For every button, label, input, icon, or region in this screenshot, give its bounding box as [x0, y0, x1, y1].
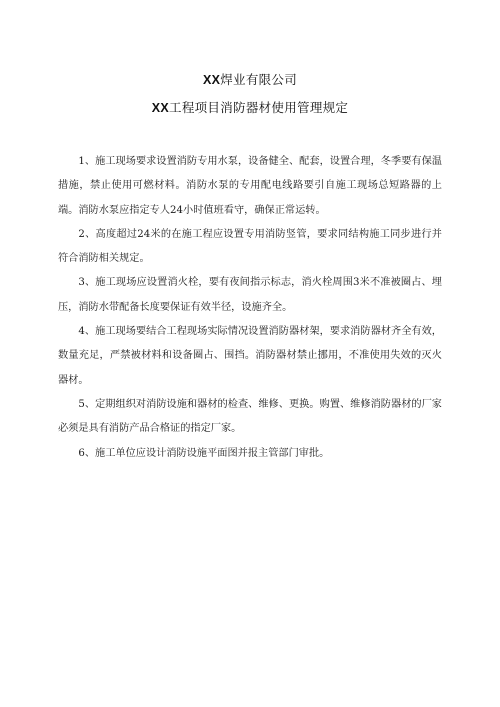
paragraph-5: 5、定期组织对消防设施和器材的检查、维修、更换。购置、维修消防器材的厂家必须是具有消防产品合格证的指定厂家。: [58, 398, 442, 435]
regulation-title-prefix: XX: [151, 101, 170, 115]
paragraph-4: 4、施工现场要结合工程现场实际情况设置消防器材架，要求消防器材齐全有效，数量充足，严禁被材料和设备圈占、围挡。消防器材禁止挪用，不准使用失效的灭火器材。: [58, 326, 442, 386]
paragraph-2: 2、高度超过24米的在施工程应设置专用消防竖管，要求同结构施工同步进行并符合消防相关规定。: [58, 228, 442, 265]
paragraph-3: 3、施工现场应设置消火栓，要有夜间指示标志，消火栓周围3米不准被圈占、埋压，消防水带配备长度要保证有效半径，设施齐全。: [58, 277, 442, 313]
regulation-body: [58, 150, 442, 466]
paragraph-6: 6、施工单位应设计消防设施平面图并报主管部门审批。: [78, 447, 330, 459]
company-name: [0, 70, 500, 88]
company-name-prefix: XX: [202, 73, 221, 87]
company-name-text: 焊业有限公司: [220, 72, 298, 87]
regulation-title-text: 工程项目消防器材使用管理规定: [169, 100, 349, 115]
paragraph-1: 1、施工现场要求设置消防专用水泵，设备健全、配套，设置合理，冬季要有保温措施，禁止使用可燃材料。消防水泵的专用配电线路要引自施工现场总短路器的上端。消防水泵应指定专人24小时值班看守，确保正常运转。: [58, 156, 442, 216]
regulation-title: [0, 98, 500, 116]
